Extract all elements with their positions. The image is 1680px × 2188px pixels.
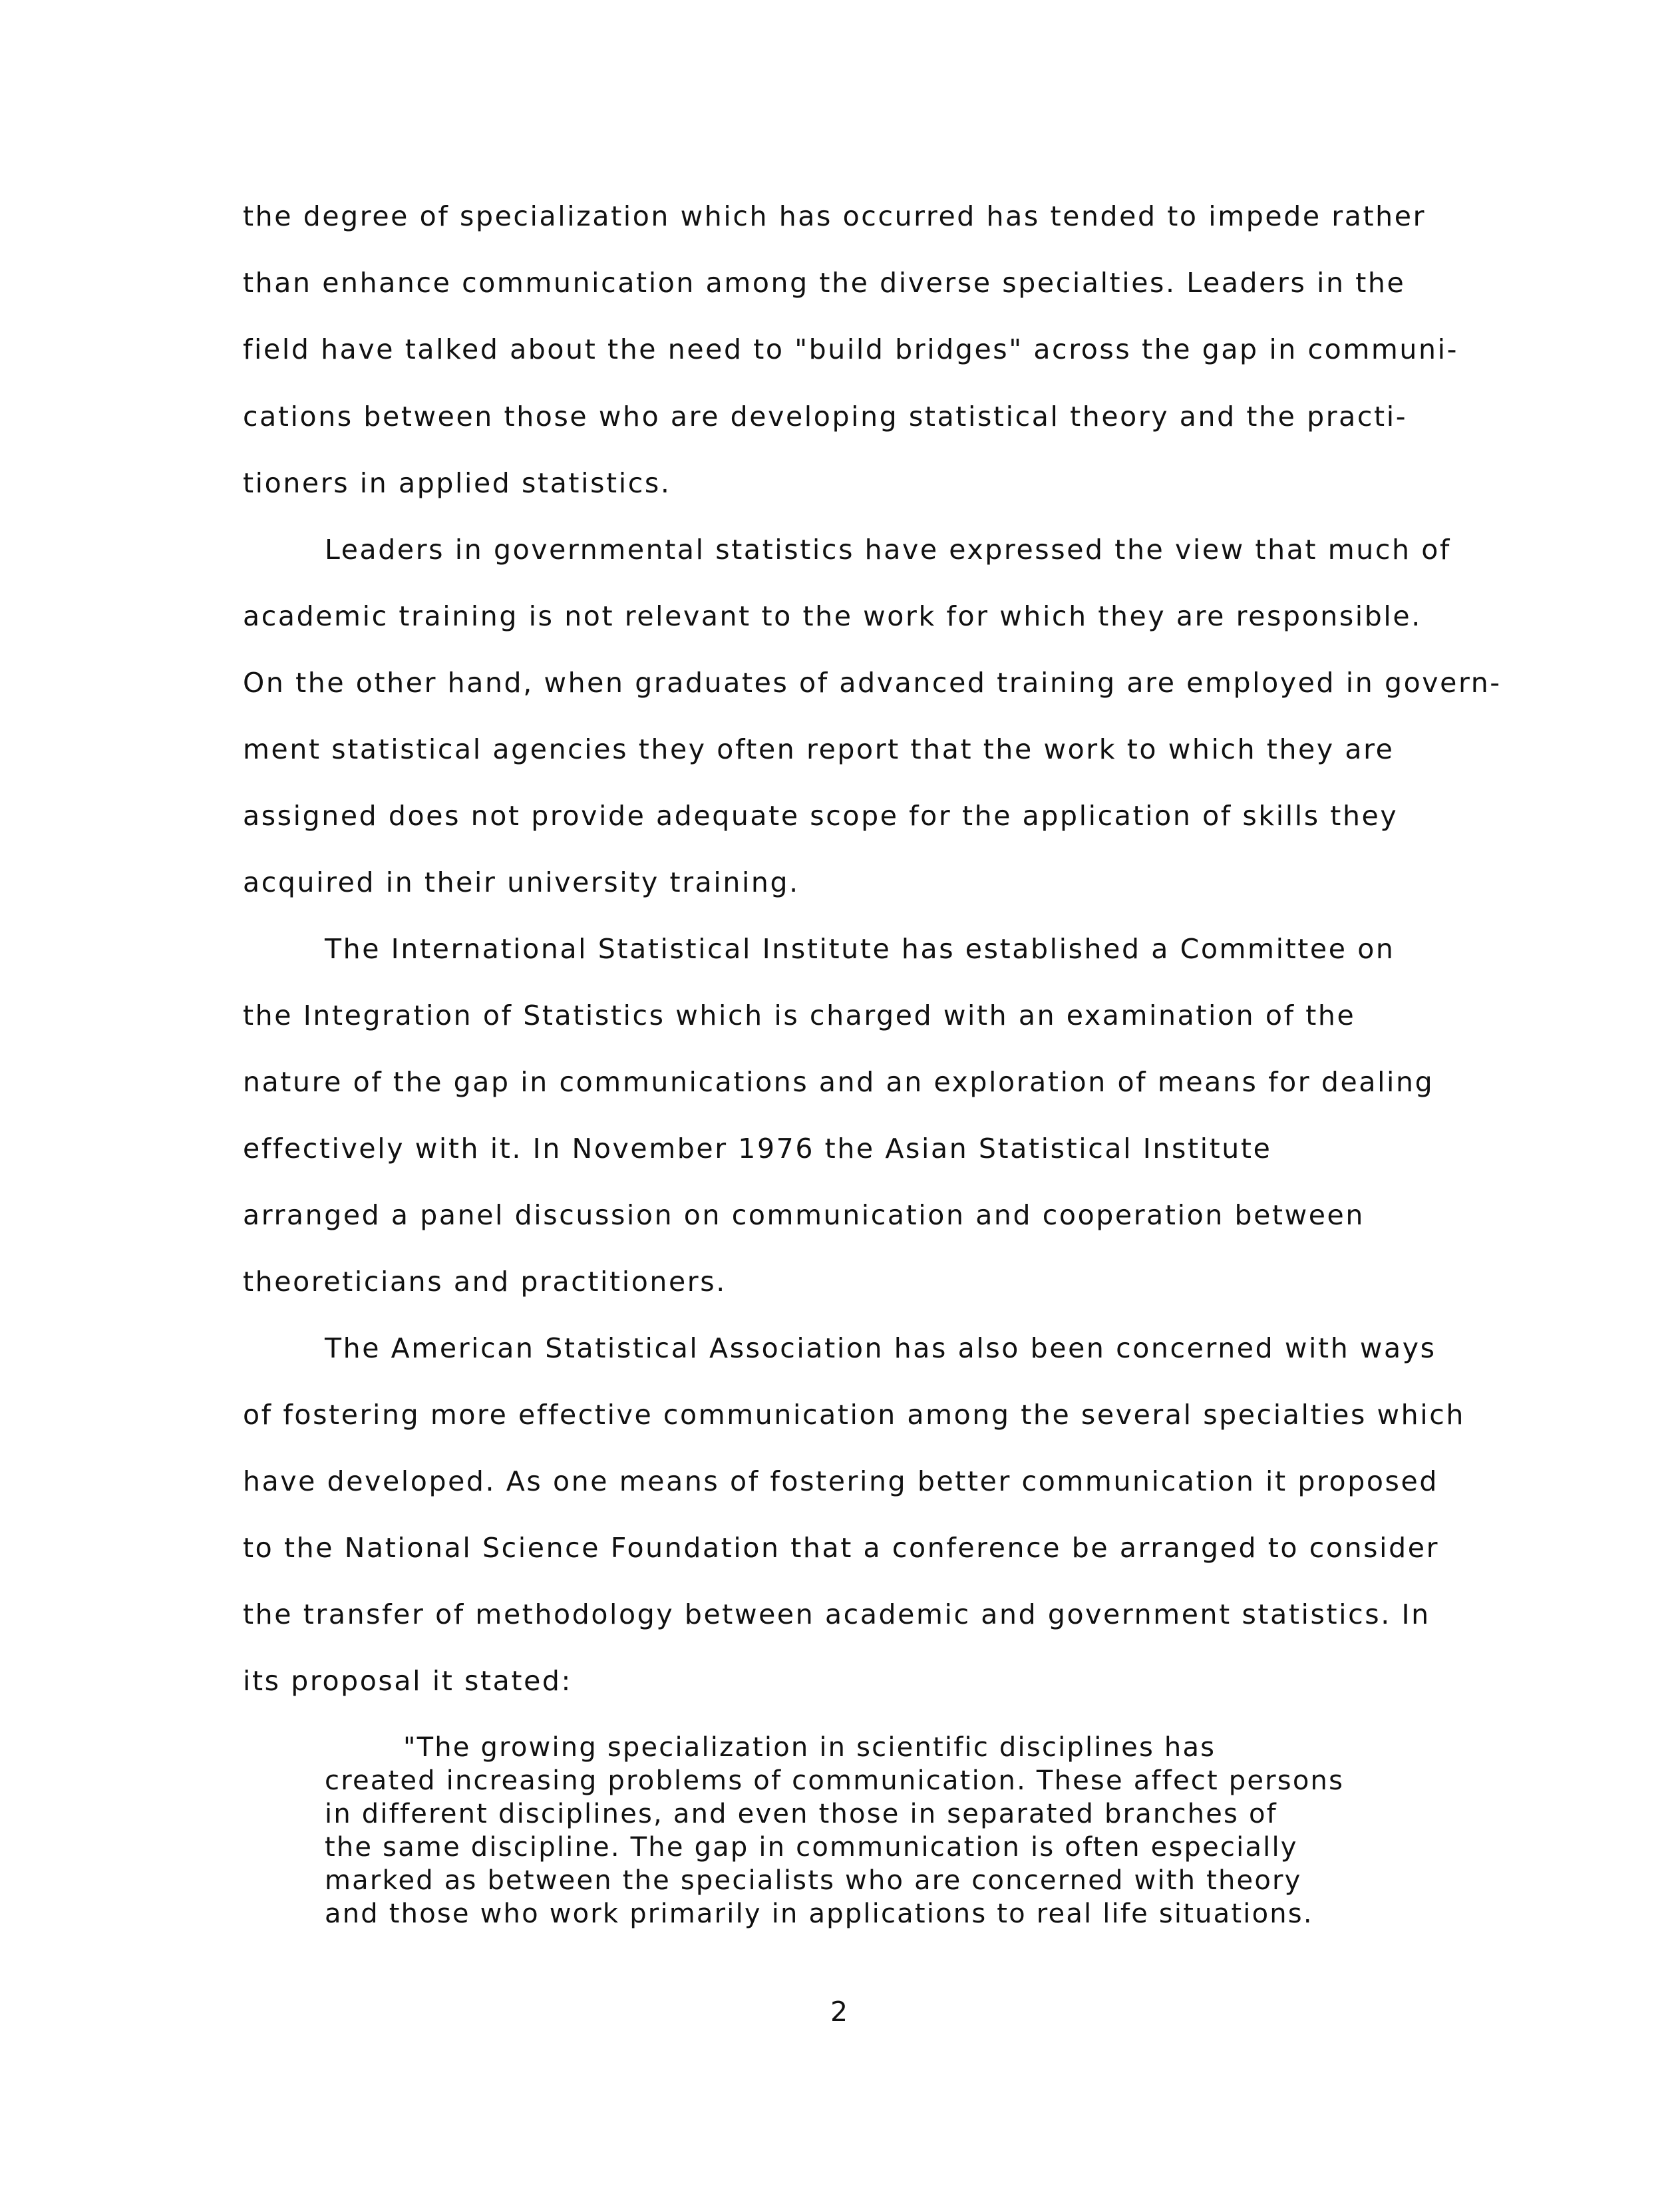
paragraph-3-line-2: the Integration of Statistics which is charged with an examination of the [243, 1000, 1356, 1031]
paragraph-1-line-3: field have talked about the need to "build bridges" across the gap in communi- [243, 333, 1458, 365]
paragraph-3-line-3: nature of the gap in communications and an exploration of means for dealing [243, 1066, 1434, 1098]
quote-line-6: and those who work primarily in applications to real life situations. [325, 1899, 1313, 1929]
paragraph-2-line-2: academic training is not relevant to the work for which they are responsible. [243, 600, 1422, 632]
paragraph-4-line-3: have developed. As one means of fostering better communication it proposed [243, 1465, 1438, 1497]
page-number: 2 [830, 1996, 848, 2028]
paragraph-1-line-4: cations between those who are developing statistical theory and the practi- [243, 401, 1408, 433]
paragraph-4-line-4: to the National Science Foundation that a conference be arranged to consider [243, 1532, 1440, 1564]
paragraph-3-line-4: effectively with it. In November 1976 the Asian Statistical Institute [243, 1133, 1272, 1165]
paragraph-4-line-1: The American Statistical Association has also been concerned with ways [325, 1332, 1436, 1364]
paragraph-4-line-6: its proposal it stated: [243, 1665, 572, 1697]
paragraph-1-line-1: the degree of specialization which has occurred has tended to impede rather [243, 200, 1427, 232]
paragraph-2-line-5: assigned does not provide adequate scope for the application of skills they [243, 800, 1399, 832]
quote-line-3: in different disciplines, and even those in separated branches of [325, 1799, 1277, 1829]
paragraph-3-line-1: The International Statistical Institute has established a Committee on [325, 933, 1395, 965]
paragraph-4-line-5: the transfer of methodology between academic and government statistics. In [243, 1598, 1430, 1630]
quote-line-5: marked as between the specialists who are concerned with theory [325, 1865, 1302, 1896]
paragraph-2-line-1: Leaders in governmental statistics have expressed the view that much of [325, 534, 1451, 566]
paragraph-1-line-5: tioners in applied statistics. [243, 467, 671, 499]
quote-line-4: the same discipline. The gap in communication is often especially [325, 1832, 1298, 1863]
paragraph-2-line-4: ment statistical agencies they often report that the work to which they are [243, 733, 1395, 765]
paragraph-3-line-6: theoreticians and practitioners. [243, 1266, 727, 1298]
quote-line-2: created increasing problems of communication. These affect persons [325, 1765, 1345, 1796]
paragraph-4-line-2: of fostering more effective communication among the several specialties which [243, 1399, 1465, 1431]
quote-line-1: "The growing specialization in scientific disciplines has [403, 1732, 1216, 1763]
paragraph-1-line-2: than enhance communication among the diverse specialties. Leaders in the [243, 267, 1406, 299]
paragraph-2-line-6: acquired in their university training. [243, 866, 800, 898]
paragraph-3-line-5: arranged a panel discussion on communication and cooperation between [243, 1199, 1365, 1231]
paragraph-2-line-3: On the other hand, when graduates of advanced training are employed in govern- [243, 667, 1502, 699]
